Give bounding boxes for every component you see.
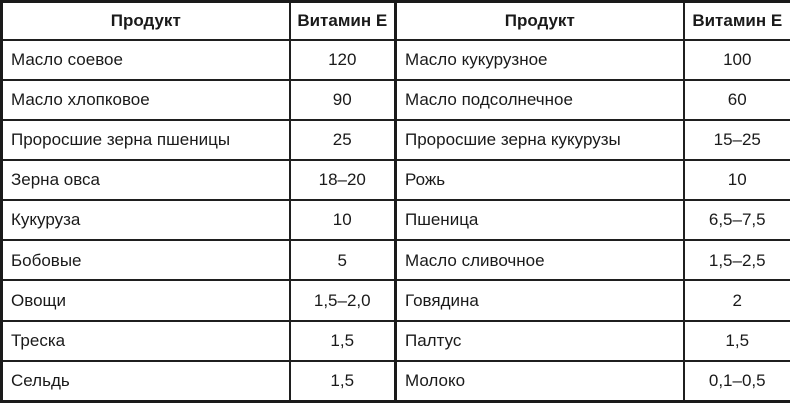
product-name-cell: Масло кукурузное [396,40,684,80]
vitamin-value-cell: 1,5 [684,321,790,361]
table-row [2,120,790,160]
product-name-cell: Молоко [396,361,684,402]
product-name-cell: Рожь [396,160,684,200]
vitamin-value-cell: 100 [684,40,790,80]
product-name-cell: Масло подсолнечное [396,80,684,120]
vitamin-value-cell: 18–20 [290,160,396,200]
vitamin-value-cell: 2 [684,280,790,320]
product-name-cell: Сельдь [2,361,290,402]
vitamin-value-cell: 10 [290,200,396,240]
vitamin-value-cell: 5 [290,240,396,280]
vitamin-value-cell: 1,5–2,0 [290,280,396,320]
vitamin-value-cell: 1,5–2,5 [684,240,790,280]
product-name-cell: Масло хлопковое [2,80,290,120]
header-product-right: Продукт [396,2,684,40]
table-row [2,240,790,280]
product-name-cell: Проросшие зерна пшеницы [2,120,290,160]
product-name-cell: Палтус [396,321,684,361]
table-row [2,200,790,240]
vitamin-value-cell: 6,5–7,5 [684,200,790,240]
header-row [2,2,790,40]
vitamin-value-cell: 25 [290,120,396,160]
vitamin-value-cell: 0,1–0,5 [684,361,790,402]
table-row [2,80,790,120]
vitamin-value-cell: 15–25 [684,120,790,160]
product-name-cell: Кукуруза [2,200,290,240]
product-name-cell: Овощи [2,280,290,320]
vitamin-value-cell: 60 [684,80,790,120]
table-row [2,280,790,320]
product-name-cell: Масло соевое [2,40,290,80]
vitamin-value-cell: 90 [290,80,396,120]
table-row [2,160,790,200]
table-row [2,321,790,361]
vitamin-value-cell: 1,5 [290,361,396,402]
product-name-cell: Проросшие зерна кукурузы [396,120,684,160]
vitamin-value-cell: 1,5 [290,321,396,361]
header-product-left: Продукт [2,2,290,40]
product-name-cell: Бобовые [2,240,290,280]
vitamin-value-cell: 120 [290,40,396,80]
product-name-cell: Говядина [396,280,684,320]
vitamin-value-cell: 10 [684,160,790,200]
header-vitamin-right: Витамин Е [684,2,790,40]
table-row [2,40,790,80]
product-name-cell: Треска [2,321,290,361]
table-row [2,361,790,402]
product-name-cell: Пшеница [396,200,684,240]
product-name-cell: Зерна овса [2,160,290,200]
product-name-cell: Масло сливочное [396,240,684,280]
header-vitamin-left: Витамин Е [290,2,396,40]
